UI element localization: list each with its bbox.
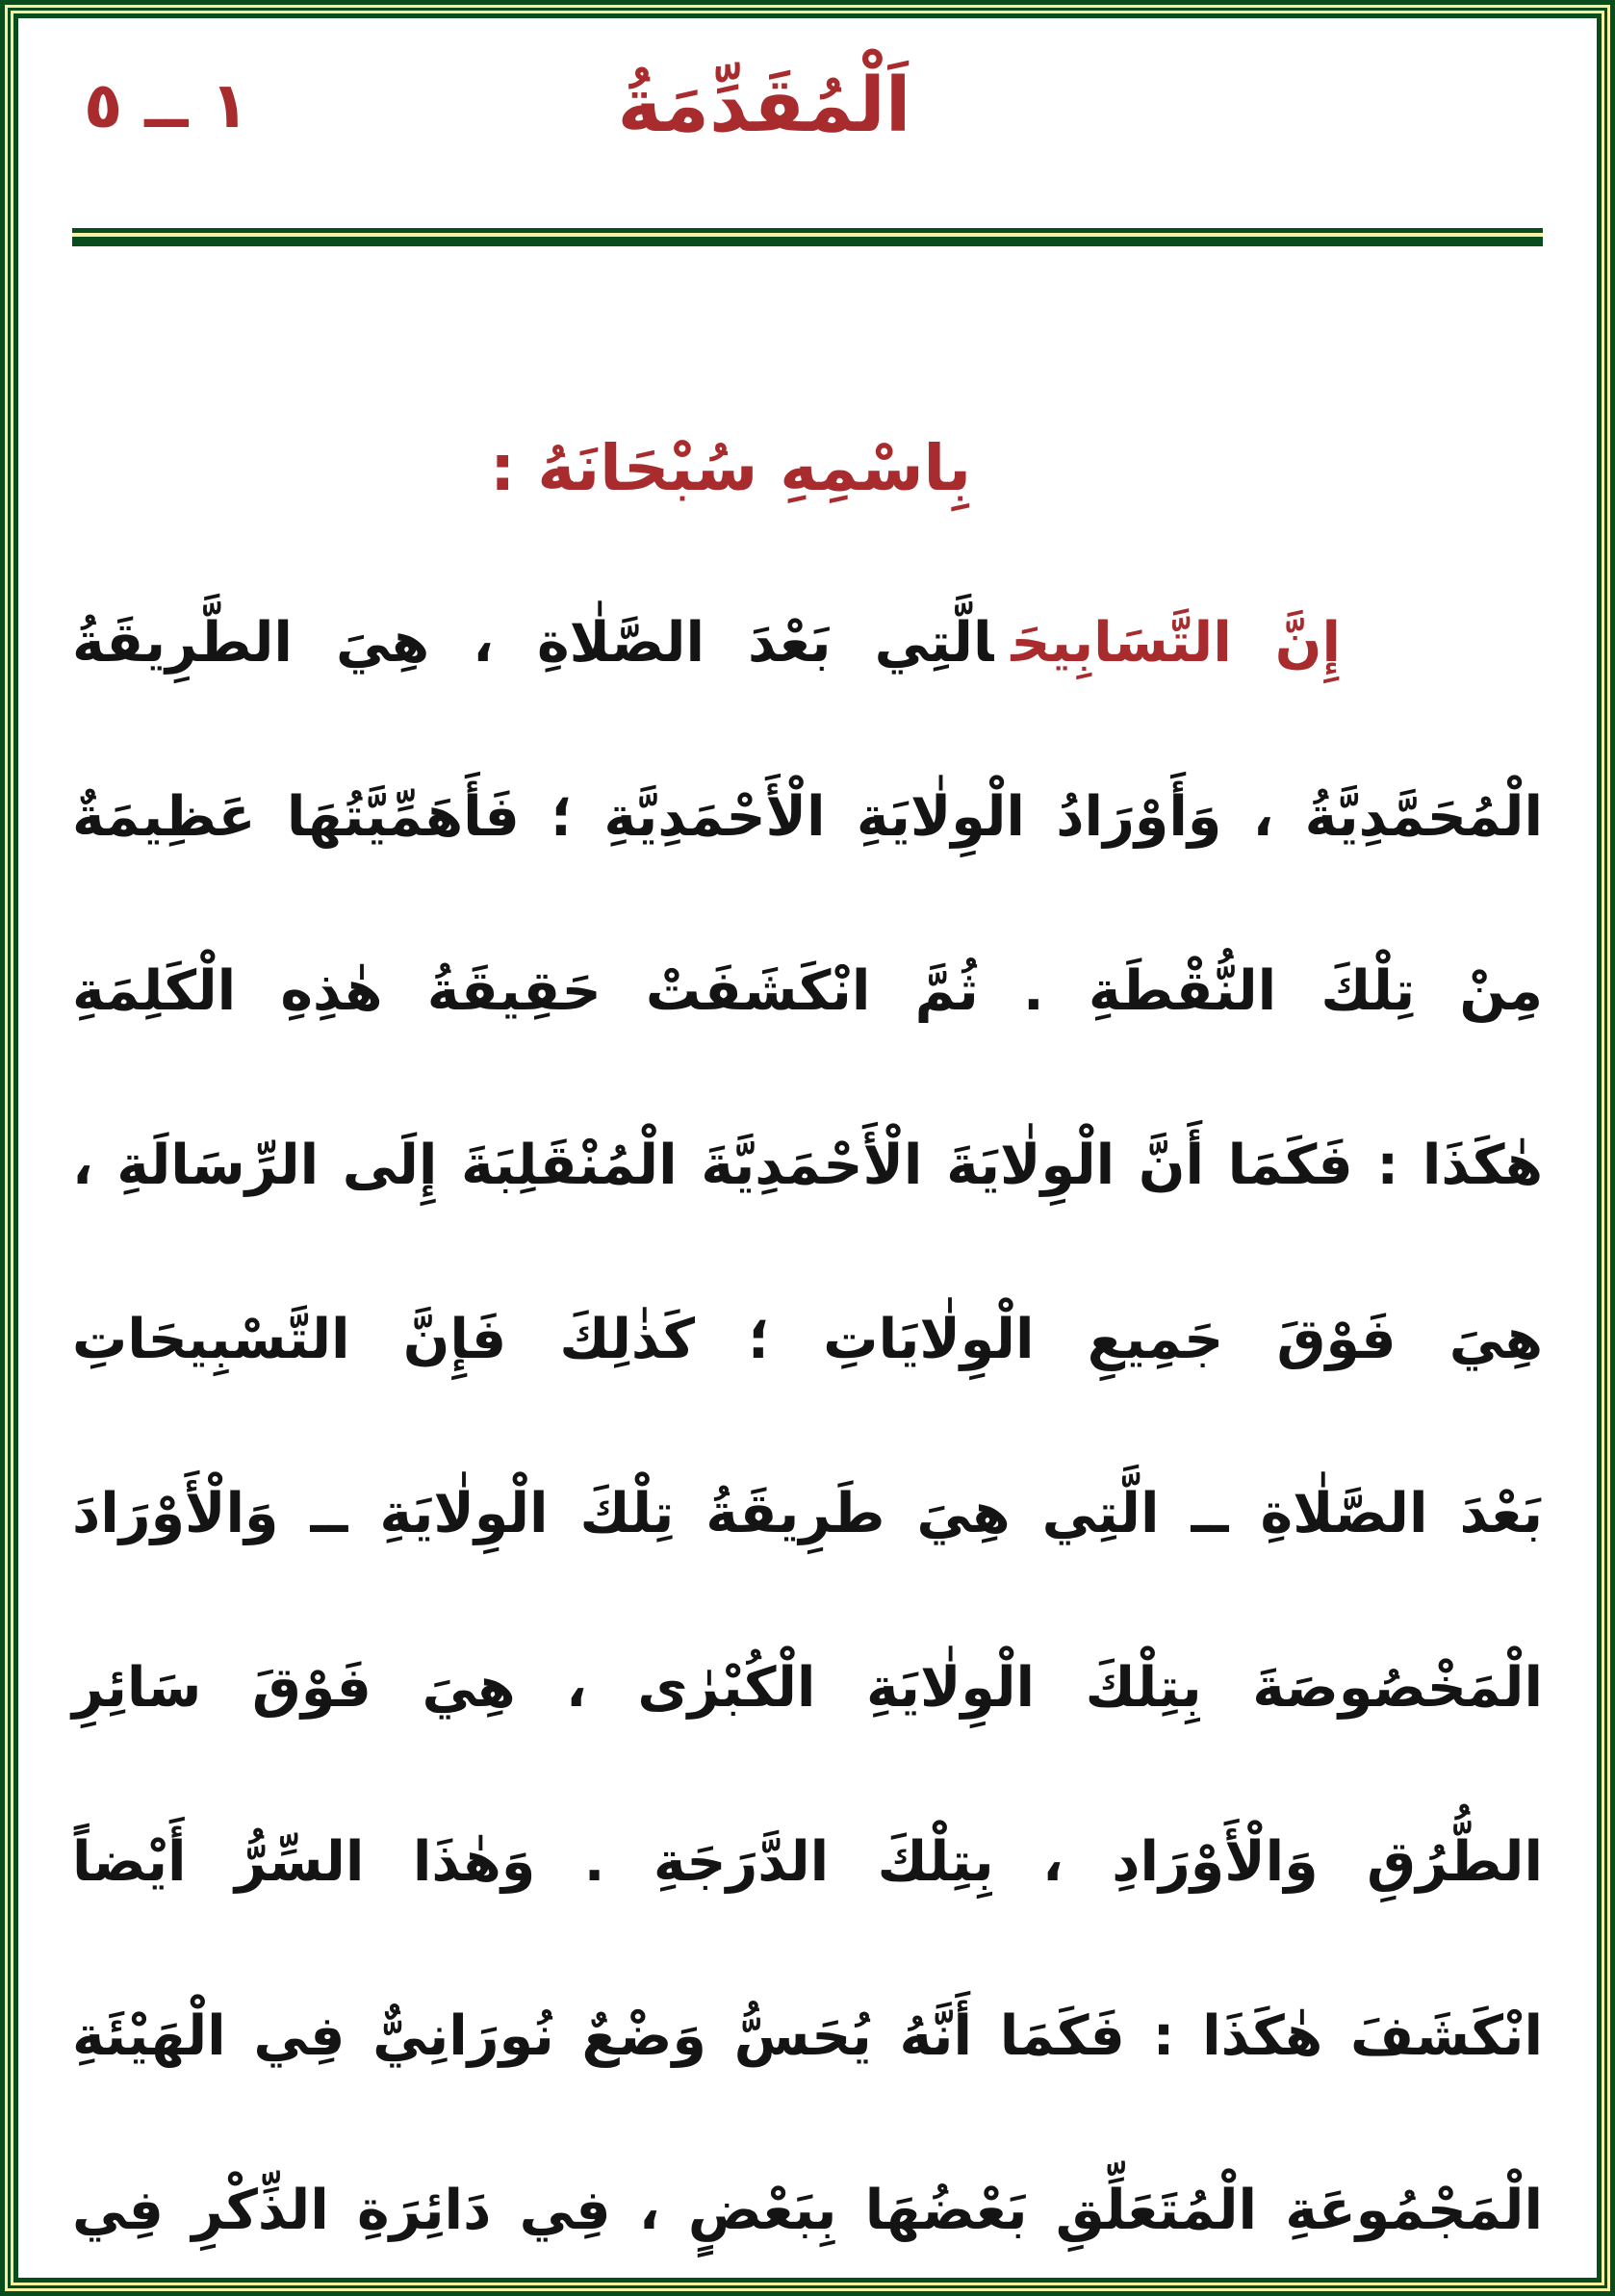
page-title: اَلْمُقَدِّمَةُ: [617, 63, 911, 149]
frame-cream-outer: [5, 5, 1610, 2291]
page-content: [18, 43, 1597, 2283]
frame-green-inner: [13, 13, 1602, 2283]
paragraph-line: انْكَشَفَ هٰكَذَا : فَكَمَا أَنَّهُ يُحَسُّ وَضْعٌ نُورَانِيٌّ فِي الْهَيْئَةِ: [72, 2004, 1543, 2068]
paragraph-line: هٰكَذَا : فَكَمَا أَنَّ الْوِلٰايَةَ الْأَحْمَدِيَّةَ الْمُنْقَلِبَةَ إِلَى الرِّسَالَةِ ،: [72, 1134, 1543, 1197]
opening-phrase-rest: الَّتِي بَعْدَ الصَّلٰاةِ ، هِيَ الطَّرِيقَةُ: [72, 611, 994, 675]
page-header: [72, 43, 1543, 168]
paragraph-line: [72, 556, 1543, 730]
paragraph-line: بَعْدَ الصَّلٰاةِ ــ الَّتِي هِيَ طَرِيقَةُ تِلْكَ الْوِلٰايَةِ ــ وَالْأَوْرَادَ: [72, 1482, 1543, 1545]
paragraph-line: الطُّرُقِ وَالْأَوْرَادِ ، بِتِلْكَ الدَّرَجَةِ . وَهٰذَا السِّرُّ أَيْضاً: [72, 1830, 1543, 1894]
paragraph-line: الْمَجْمُوعَةِ الْمُتَعَلِّقِ بَعْضُهَا بِبَعْضٍ ، فِي دَائِرَةِ الذِّكْرِ فِي: [72, 2179, 1543, 2242]
body-paragraph: [72, 556, 1543, 2283]
paragraph-line: مِنْ تِلْكَ النُّقْطَةِ . ثُمَّ انْكَشَفَتْ حَقِيقَةُ هٰذِهِ الْكَلِمَةِ: [72, 959, 1543, 1023]
page-range: ١ ــ ٥: [84, 68, 249, 142]
basmala-heading: بِاسْمِهِ سُبْحَانَهُ :: [489, 431, 972, 505]
paragraph-line: هِيَ فَوْقَ جَمِيعِ الْوِلٰايَاتِ ؛ كَذٰلِكَ فَإِنَّ التَّسْبِيحَاتِ: [72, 1308, 1543, 1371]
paragraph-line: الْمَخْصُوصَةَ بِتِلْكَ الْوِلٰايَةِ الْكُبْرٰى ، هِيَ فَوْقَ سَائِرِ: [72, 1656, 1543, 1720]
paragraph-line: الْمُحَمَّدِيَّةُ ، وَأَوْرَادُ الْوِلٰايَةِ الْأَحْمَدِيَّةِ ؛ فَأَهَمِّيَّتُهَا عَظِيمَةٌ: [72, 785, 1543, 849]
separator-green-thick: [72, 237, 1543, 246]
frame-cream-inner: [11, 11, 1604, 2285]
opening-phrase-red: إِنَّ التَّسَابِيحَ: [1011, 611, 1341, 675]
header-separator: [72, 228, 1543, 246]
frame-green-middle: [8, 8, 1607, 2288]
